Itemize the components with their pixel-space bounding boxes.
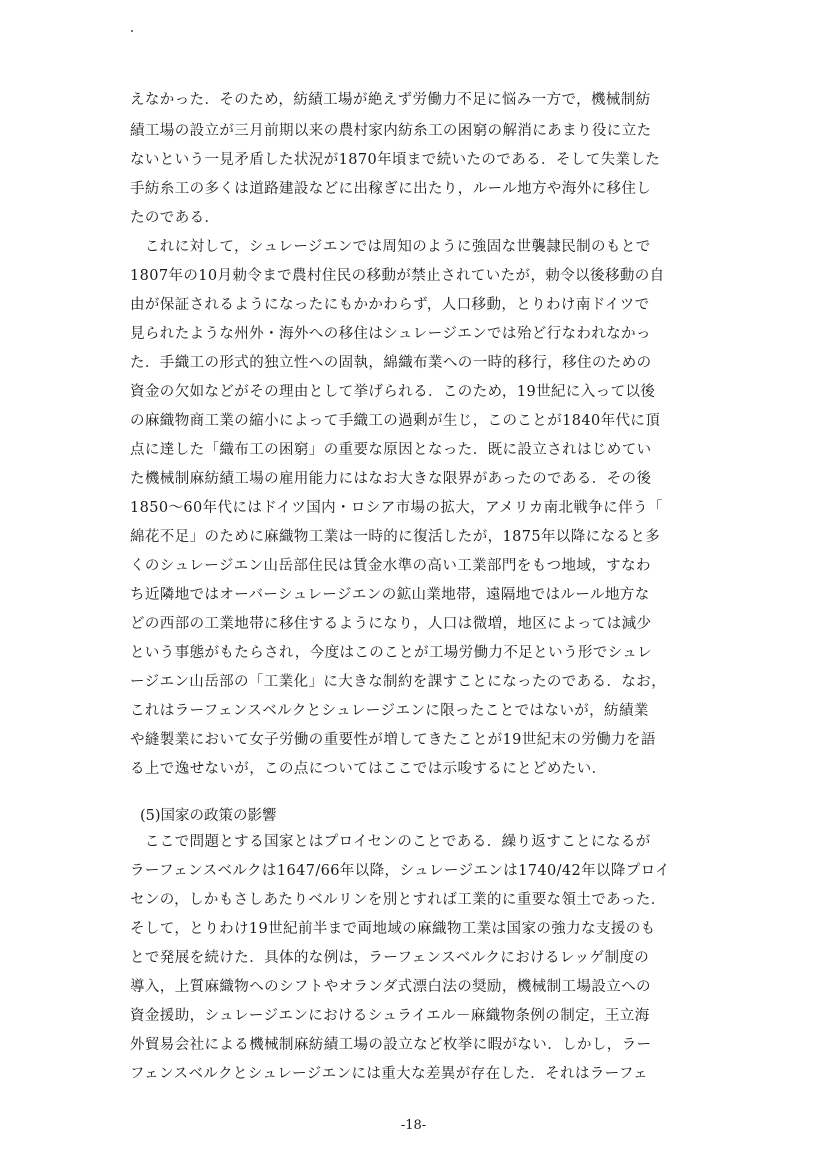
body-line: ないという一見矛盾した状況が1870年頃まで続いたのである．そして失業した (130, 152, 661, 168)
page-number: -18- (400, 1118, 427, 1133)
body-line: 資金の欠如などがその理由として挙げられる．このため，19世紀に入って以後 (130, 384, 656, 400)
scan-speck (131, 30, 133, 32)
body-line: くのシュレージエン山岳部住民は賃金水準の高い工業部門をもつ地域，すなわ (130, 558, 651, 574)
body-line: 由が保証されるようになったにもかかわらず，人口移動，とりわけ南ドイツで (130, 297, 650, 313)
body-line: フェンスベルクとシュレージエンには重大な差異が存在した．それはラーフェ (130, 1066, 649, 1082)
body-line: 外貿易会社による機械制麻紡績工場の設立など枚挙に暇がない．しかし，ラー (130, 1037, 652, 1053)
body-line: ち近隣地ではオーバーシュレージエンの鉱山業地帯，遠隔地ではルール地方な (130, 587, 650, 603)
body-line: センの，しかもさしあたりベルリンを別とすれば工業的に重要な領土であった． (130, 892, 666, 908)
body-line: これはラーフェンスベルクとシュレージエンに限ったことではないが，紡績業 (130, 703, 649, 719)
body-line: ここで問題とする国家とはプロイセンのことである．繰り返すことになるが (130, 834, 651, 850)
body-line: たのである． (130, 210, 220, 226)
section-heading: (5)国家の政策の影響 (140, 808, 277, 824)
body-line: 導入，上質麻織物へのシフトやオランダ式漂白法の奨励，機械制工場設立への (130, 979, 651, 995)
body-line: 績工場の設立が三月前期以来の農村家内紡糸工の困窮の解消にあまり役に立た (130, 123, 652, 139)
body-line: 点に達した「織布工の困窮」の重要な原因となった．既に設立されはじめてい (130, 442, 652, 458)
body-line: とで発展を続けた．具体的な例は，ラーフェンスベルクにおけるレッゲ制度の (130, 950, 650, 966)
body-line: る上で逸せないが，この点についてはここでは示唆するにとどめたい． (130, 761, 607, 777)
body-line: 資金援助，シュレージエンにおけるシュライエル－麻織物条例の制定，王立海 (130, 1008, 650, 1024)
body-line: た．手織工の形式的独立性への固執，綿織布業への一時的移行，移住のための (130, 355, 652, 371)
body-line: の麻織物商工業の縮小によって手織工の過剰が生じ，このことが1840年代に頂 (130, 413, 661, 429)
body-line: という事態がもたらされ，今度はこのことが工場労働力不足という形でシュレ (130, 645, 653, 661)
body-line: や縫製業において女子労働の重要性が増してきたことが19世紀末の労働力を語 (130, 732, 656, 748)
body-line: これに対して，シュレージエンでは周知のように強固な世襲隷民制のもとで (130, 239, 651, 255)
body-line: 1850～60年代にはドイツ国内・ロシア市場の拡大，アメリカ南北戦争に伴う「 (130, 500, 663, 516)
body-line: ラーフェンスベルクは1647/66年以降，シュレージエンは1740/42年以降プロイ (130, 863, 671, 879)
body-line: そして，とりわけ19世紀前半まで両地域の麻織物工業は国家の強力な支援のも (130, 921, 656, 937)
body-line: ージエン山岳部の「工業化」に大きな制約を課すことになったのである．なお， (130, 674, 667, 690)
body-line: 手紡糸工の多くは道路建設などに出稼ぎに出たり，ルール地方や海外に移住し (130, 181, 652, 197)
body-line: 1807年の10月勅令まで農村住民の移動が禁止されていたが，勅令以後移動の自 (130, 268, 665, 284)
body-line: 綿花不足」のために麻織物工業は一時的に復活したが，1875年以降になると多 (130, 529, 661, 545)
body-line: 見られたような州外・海外への移住はシュレージエンでは殆ど行なわれなかっ (130, 326, 651, 342)
body-line: えなかった．そのため，紡績工場が絶えず労働力不足に悩み一方で，機械制紡 (130, 92, 651, 108)
body-line: どの西部の工業地帯に移住するようになり，人口は微増，地区によっては減少 (130, 616, 652, 632)
body-line: た機械制麻紡績工場の雇用能力にはなお大きな限界があったのである．その後 (130, 471, 652, 487)
